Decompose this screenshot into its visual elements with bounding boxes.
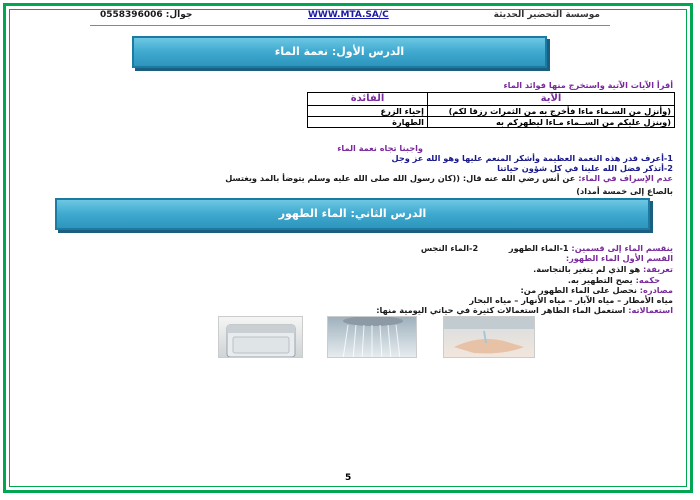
benefit-cell: إحياء الزرع [308, 106, 428, 117]
ruling-label: حكمه: [635, 275, 660, 285]
definition-line [533, 264, 673, 274]
division-line [421, 243, 673, 253]
header-phone: جوال: 0558396006 [100, 10, 193, 20]
sources-line [520, 285, 673, 295]
table-row [308, 117, 675, 128]
page-number: 5 [345, 473, 352, 483]
shower-water-image [327, 316, 417, 358]
table-row [308, 106, 675, 117]
division-item-2: 2-الماء النجس [420, 243, 479, 253]
division-item-1: 1-الماء الطهور [508, 243, 569, 253]
uses-label: استعمالاته: [628, 305, 673, 315]
verse-cell: (وأنزل من السـماء ماءا فأخرج به من الثمرات رزقا لكم) [428, 106, 675, 117]
washing-machine-image [218, 316, 303, 358]
sources-label: مصادره: [639, 285, 673, 295]
sources-text: نحصل على الماء الطهور من: [520, 285, 637, 295]
verses-table [307, 92, 675, 128]
ruling-line [568, 275, 660, 285]
col-benefit-header: الفائدة [308, 93, 428, 106]
header-organization: موسسة التحضير الحديثة [493, 10, 600, 20]
header-divider [90, 25, 610, 26]
lesson1-title-bar: الدرس الأول: نعمة الماء [132, 36, 547, 68]
benefit-cell: الطهارة [308, 117, 428, 128]
waste-text: عن أنس رضي الله عنه قال: ((كان رسول الله صلى الله عليه وسلم يتوضأ بالمد ويغتسل [225, 173, 576, 183]
part1-heading: القسم الأول الماء الطهور: [565, 253, 673, 263]
waste-label: عدم الإسراف في الماء: [578, 173, 673, 183]
definition-label: تعريفة: [643, 264, 673, 274]
waste-paragraph [225, 173, 673, 183]
duty-item-1: 1-أعرف قدر هذه النعمة العظيمة وأشكر المنعم عليها وهو الله عز وجل [391, 153, 673, 163]
duty-item-2: 2-أتذكر فضل الله علينا في كل شؤون حياتنا [497, 163, 673, 173]
definition-text: هو الذي لم يتغير بالنجاسة. [533, 264, 641, 274]
division-label: ينقسم الماء إلى قسمين: [571, 243, 673, 253]
sources-list: مياه الأمطار – مياه الآبار – مياه الأنهار – مياه البحار [469, 295, 673, 305]
verses-table-header [308, 93, 675, 106]
lesson1-instruction: أقرأ الآيات الآتية واستخرج منها فوائد الماء [503, 80, 673, 90]
duty-heading: واجبنا تجاه نعمة الماء [337, 143, 423, 153]
verse-cell: (وينزل عليكم من الســماء مـاءا ليطهركم به [428, 117, 675, 128]
hand-washing-image [443, 316, 535, 358]
uses-text: استعمل الماء الطاهر استعمالات كثيرة في حياتي اليومية منها: [376, 305, 626, 315]
header-website-link[interactable]: WWW.MTA.SA/C [308, 10, 389, 20]
uses-line [376, 305, 673, 315]
lesson2-title-bar: الدرس الثاني: الماء الطهور [55, 198, 650, 230]
waste-text-continued: بالصاع إلى خمسة أمداد) [576, 186, 673, 196]
col-verse-header: الآية [428, 93, 675, 106]
ruling-text: يصح التطهير به. [567, 275, 633, 285]
